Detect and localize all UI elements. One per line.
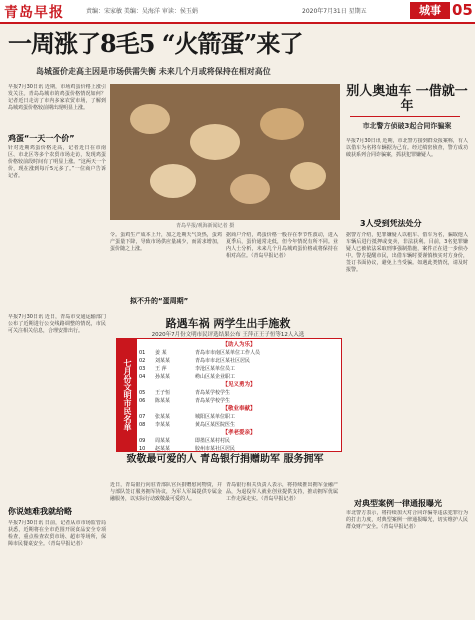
right-section-heading-2: 3人受到凭法处分 [360, 219, 422, 228]
row-unit: 城阳区某单位职工 [195, 414, 236, 420]
row-number: 01 [139, 350, 146, 356]
row-number: 08 [139, 422, 146, 428]
eggs-photo [110, 84, 340, 220]
main-headline: 一周涨了8毛5 “火箭蛋”来了 [8, 29, 303, 58]
row-name: 姜 某 [155, 350, 167, 356]
article-body-intro: 早报7月30日讯 近期，市场鸡蛋价格上涨引发关注。青岛岛城市的鸡蛋价格情况如何？记者近日走访了市内多家农贸市场，了解到岛城鸡蛋价格较前期出现明显上涨。 [8, 84, 106, 111]
row-number: 04 [139, 374, 146, 380]
right-article-subtitle: 市北警方侦破3起合同诈骗案 [362, 122, 452, 130]
row-unit: 即墨区某村村民 [195, 438, 231, 444]
right-title-rule [350, 116, 460, 117]
row-number: 03 [139, 366, 146, 372]
row-name: 王 萍 [155, 366, 167, 372]
table-article-subtitle: 2020年7月份文明市民评选结果公布 王萍正王子恒等12人入选 [151, 332, 305, 338]
right-section-heading-3: 对典型案例一律通报曝光 [354, 499, 442, 508]
row-unit: 青岛某学校学生 [195, 398, 231, 404]
row-unit: 青岛某学校学生 [195, 390, 231, 396]
row-unit: 青岛市市北区某社区居民 [195, 358, 251, 364]
table-section-heading: 【见义勇为】 [222, 382, 256, 388]
row-number: 10 [139, 446, 146, 452]
table-article-title: 路遇车祸 两学生出手施救 [165, 317, 291, 330]
section-heading-1: 鸡蛋“一天一个价” [8, 134, 75, 143]
right-article-body3: 市北警方表示，将持续加大对合同诈骗等违法犯罪行为的打击力度，对典型案例一律通报曝光，切实维护人民群众财产安全。（青岛早报记者） [346, 510, 468, 530]
row-name: 王子恒 [155, 390, 171, 396]
edition-info: 责编：宋家敏 美编：吴海洋 审读：侯玉娟 [86, 8, 198, 15]
table-section-heading: 【助人为乐】 [222, 342, 256, 348]
table-row [139, 365, 339, 373]
article-body-col1: 针对近期鸡蛋价格走高，记者近日在市南区、市北区等多个农贸市场走访，发现鸡蛋价格较前段时间有了明显上涨。“这两天一个价，现在涨到每斤5元多了。”一位商户告诉记者。 [8, 145, 106, 179]
table-row [139, 421, 339, 429]
row-unit: 胶州市某社区居民 [195, 446, 236, 452]
civilized-citizens-table [116, 338, 342, 452]
row-number: 07 [139, 414, 146, 420]
bank-article-col1: 近日，青岛银行向驻青部队官兵捐赠慰问物资，并与部队签订服务拥军协议，为军人军属提供专属金融服务，以实际行动致敬最可爱的人。 [110, 482, 222, 502]
row-name: 孙某某 [155, 374, 171, 380]
right-article-body1: 早报7月30日讯 近期，市北警方接到群众报案称，有人以借车为名将车辆据为己有。经过缜密侦查，警方成功破获系列合同诈骗案，抓获犯罪嫌疑人。 [346, 138, 468, 158]
right-article-body2: 据警方介绍，犯罪嫌疑人以租车、借车为名，骗取他人车辆后进行抵押或变卖，非法获利。目前，3名犯罪嫌疑人已被依法采取刑事强制措施，案件正在进一步侦办中。警方提醒市民，出借车辆时要谨慎核实对方身份，签订书面协议，避免上当受骗。如遇此类情况，请及时报警。 [346, 232, 468, 273]
table-side-label: 七月份文明市民名单 [117, 339, 137, 451]
article-body-col3: 据商户介绍，鸡蛋价格一般存在季节性波动，进入夏季后，蛋价通常走低，但今年情况有所不同。业内人士分析，未来几个月岛城鸡蛋价格或将保持在相对高位。（青岛早报记者） [226, 232, 338, 259]
bottom-left-body: 早报7月30日讯 日前，记者从市市场监管局获悉，近期将在全市范围开展食品安全专项检查，重点检查农贸市场、超市等场所，保障市民餐桌安全。（青岛早报记者） [8, 520, 106, 547]
table-section-heading: 【孝老爱亲】 [222, 430, 256, 436]
bus-article-body: 早报7月30日讯 近日，青岛市交通运输部门公布了近期进行公交线路调整的情况，市民可关注相关信息，合理安排出行。 [8, 314, 106, 334]
table-section-heading: 【敬业奉献】 [222, 406, 256, 412]
table-row [139, 397, 339, 405]
table-row [139, 349, 339, 357]
table-row [139, 445, 339, 453]
row-name: 李某某 [155, 422, 171, 428]
table-row [139, 389, 339, 397]
row-unit: 黄岛区某医院医生 [195, 422, 236, 428]
section-heading-2: 拟不升的“蛋周期” [130, 297, 189, 305]
row-unit: 崂山区某企业职工 [195, 374, 236, 380]
bank-article-col2: 青岛银行相关负责人表示，将持续推出拥军金融产品，为退役军人就业创业提供支持，推动拥军优属工作走深走实。（青岛早报记者） [226, 482, 338, 502]
newspaper-logo: 青岛早报 [4, 5, 64, 21]
masthead [0, 0, 475, 24]
row-name: 刘某某 [155, 358, 171, 364]
row-name: 赵某某 [155, 446, 171, 452]
table-row [139, 357, 339, 365]
table-row [139, 437, 339, 445]
photo-caption: 青岛早报/观海新闻记者 摄 [176, 223, 235, 229]
section-tag: 城事 [410, 2, 450, 19]
page-number: 05 [452, 1, 473, 19]
right-article-title: 别人奥迪车 一借就一年 [346, 84, 468, 114]
row-unit: 李沧区某单位员工 [195, 366, 236, 372]
row-number: 09 [139, 438, 146, 444]
bank-article-title: 致敬最可爱的人 青岛银行捐赠助军 服务拥军 [126, 454, 324, 465]
dateline: 2020年7月31日 星期五 [302, 8, 367, 15]
main-subhead: 岛城蛋价走高主因是市场供需失衡 未来几个月或将保持在相对高位 [36, 67, 271, 76]
row-name: 陈某某 [155, 398, 171, 404]
table-row [139, 373, 339, 381]
bottom-left-heading: 你说她难我就给略 [8, 507, 72, 516]
row-number: 06 [139, 398, 146, 404]
table-row [139, 413, 339, 421]
row-name: 周某某 [155, 438, 171, 444]
row-unit: 青岛市市南区某单位工作人员 [195, 350, 261, 356]
article-body-col2: 令。蛋鸡生产成本上升，加之近期天气炎热，蛋鸡产蛋量下降，导致市场供应量减少，而需求增加，蛋价随之上涨。 [110, 232, 222, 252]
row-number: 05 [139, 390, 146, 396]
row-name: 张某某 [155, 414, 171, 420]
row-number: 02 [139, 358, 146, 364]
